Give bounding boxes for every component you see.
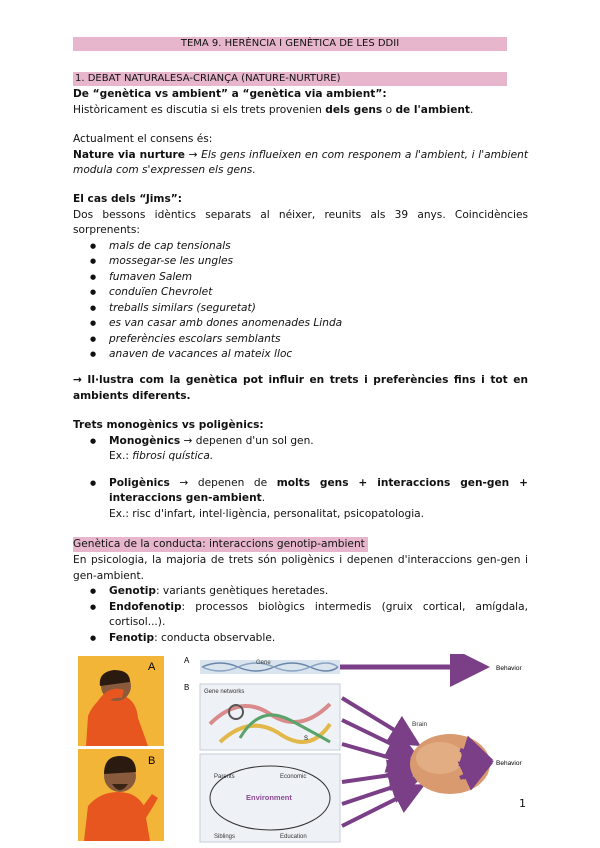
- behavior-label-top: Behavior: [496, 665, 522, 672]
- list-item-polygenic: ● Poligènics → depenen de molts gens + interaccions gen-gen + interaccions gen-ambient.: [73, 476, 528, 507]
- monogenic-example: Ex.: fibrosi quística.: [109, 450, 214, 462]
- list-item: ● preferències escolars semblants: [73, 332, 528, 348]
- gene-networks-label: Gene networks: [204, 689, 245, 695]
- section-heading-conduct: Genètica de la conducta: interaccions genotip-ambient: [73, 537, 368, 552]
- subheading-genetica-ambient: De “genètica vs ambient” a “genètica via ambient”:: [73, 88, 387, 100]
- list-item: ● anaven de vacances al mateix lloc: [73, 347, 528, 363]
- list-item-endofenotip: ● Endofenotip: processos biològics intermedis (gruix cortical, amígdala, cortisol...).: [73, 600, 528, 631]
- page-title: TEMA 9. HERÈNCIA I GENÈTICA DE LES DDII: [73, 37, 507, 51]
- section-heading-1: 1. DEBAT NATURALESA-CRIANÇA (NATURE-NURTURE): [73, 72, 507, 86]
- consensus-block: [73, 132, 528, 179]
- meme-label-b: B: [148, 755, 156, 767]
- jims-list: [73, 239, 528, 363]
- traits-block: [73, 418, 528, 522]
- gene-label: Gene: [256, 660, 271, 666]
- list-item: ● es van casar amb dones anomenades Linda: [73, 316, 528, 332]
- section1-block: [73, 87, 528, 118]
- consensus-intro: Actualment el consens és:: [73, 133, 213, 145]
- list-item-monogenic: ● Monogènics → depenen d'un sol gen.: [73, 434, 528, 450]
- conduct-block: [73, 553, 528, 646]
- meme-image: [78, 656, 164, 841]
- economic-label: Economic: [280, 774, 307, 780]
- list-item-genotip: ● Genotip: variants genètiques heretades.: [73, 584, 528, 600]
- polygenic-example: Ex.: risc d'infart, intel·ligència, personalitat, psicopatologia.: [109, 507, 425, 520]
- jims-block: [73, 192, 528, 363]
- list-item: ● mossegar-se les ungles: [73, 254, 528, 270]
- conduct-text: En psicologia, la majoria de trets són poligènics i depenen d'interaccions gen-gen i gen-ambient.: [73, 554, 528, 582]
- environment-label: Environment: [246, 793, 292, 802]
- list-item: ● treballs similars (seguretat): [73, 301, 528, 317]
- consensus-statement: Nature via nurture → Els gens influeixen en com responem a l'ambient, i l'ambient modula com s'expressen els gens.: [73, 148, 528, 176]
- jims-heading: El cas dels “Jims”:: [73, 193, 182, 205]
- page-number: 1: [519, 797, 526, 810]
- siblings-label: Siblings: [214, 834, 236, 840]
- traits-heading: Trets monogènics vs poligènics:: [73, 419, 264, 431]
- behavior-label-mid: Behavior: [496, 760, 522, 767]
- jims-conclusion: → Il·lustra com la genètica pot influir en trets i preferències fins i tot en ambients diferents.: [73, 374, 528, 402]
- list-item: ● fumaven Salem: [73, 270, 528, 286]
- list-item-fenotip: ● Fenotip: conducta observable.: [73, 631, 528, 647]
- figure-label-a: A: [184, 656, 190, 665]
- list-item: ● mals de cap tensionals: [73, 239, 528, 255]
- education-label: Education: [280, 834, 307, 840]
- list-item: ● conduïen Chevrolet: [73, 285, 528, 301]
- parents-label: Parents: [214, 774, 235, 780]
- s-label: S: [304, 736, 309, 742]
- figure-label-b: B: [184, 683, 190, 692]
- intro-paragraph: Històricament es discutia si els trets provenien dels gens o de l'ambient.: [73, 103, 474, 116]
- meme-label-a: A: [148, 661, 156, 673]
- brain-label: Brain: [412, 721, 428, 728]
- jims-text: Dos bessons idèntics separats al néixer, reunits als 39 anys. Coincidències sorprenents:: [73, 208, 528, 236]
- gene-behavior-figure: [180, 654, 540, 846]
